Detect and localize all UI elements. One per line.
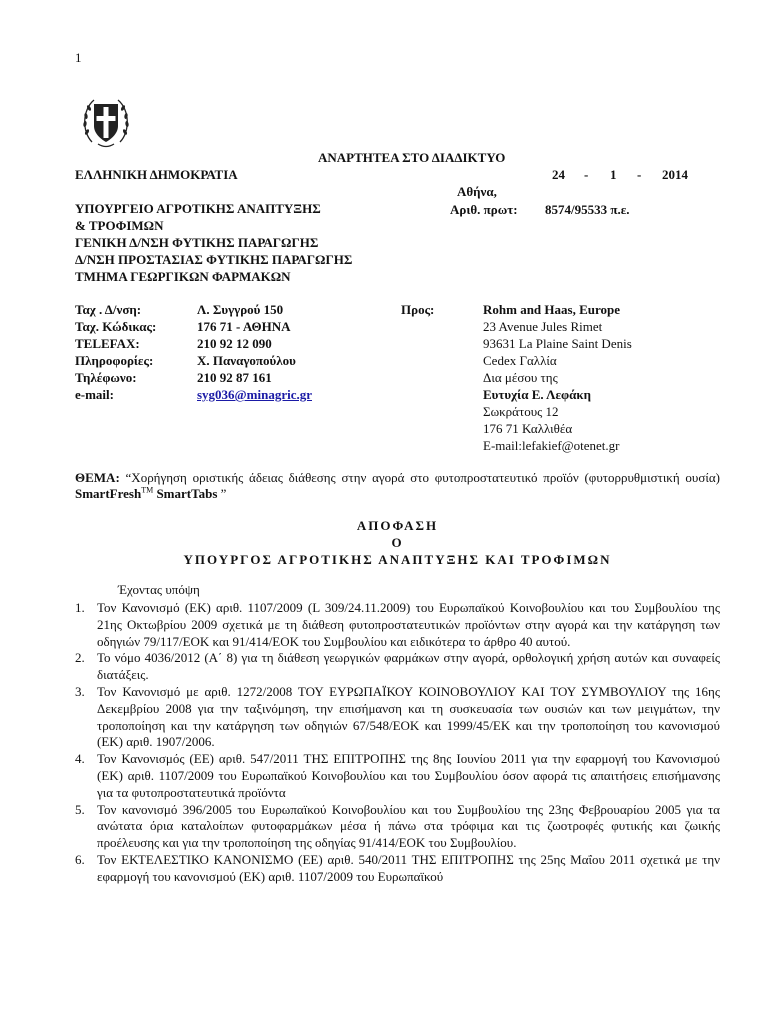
- decision-title: [75, 518, 720, 569]
- contact-row: [75, 387, 402, 404]
- item-number: 4.: [75, 751, 85, 767]
- subject-close-quote: ”: [220, 486, 227, 501]
- contact-value: 210 92 87 161: [197, 370, 272, 385]
- contact-row: [75, 319, 402, 336]
- authority-line: ΤΜΗΜΑ ΓΕΩΡΓΙΚΩΝ ΦΑΡΜΑΚΩΝ: [75, 269, 291, 284]
- trademark-sup: TM: [141, 485, 154, 495]
- item-text: Τον ΕΚΤΕΛΕΣΤΙΚΟ ΚΑΝΟΝΙΣΜΟ (ΕΕ) αριθ. 540/2011 ΤΗΣ ΕΠΙΤΡΟΠΗΣ της 25ης Μαΐου 2011 σχετικά με την εφαρμογή του κανονισμού (ΕΚ) αριθ. 1107/2009 του Ευρωπαϊκού: [97, 851, 720, 884]
- authority-line: & ΤΡΟΦΙΜΩΝ: [75, 218, 164, 233]
- contact-label: TELEFAX:: [75, 336, 140, 351]
- contact-label: e-mail:: [75, 387, 114, 402]
- authority-line: ΓΕΝΙΚΗ Δ/ΝΣΗ ΦΥΤΙΚΗΣ ΠΑΡΑΓΩΓΗΣ: [75, 235, 319, 250]
- list-item: [75, 751, 720, 801]
- authority-line: ΥΠΟΥΡΓΕΙΟ ΑΓΡΟΤΙΚΗΣ ΑΝΑΠΤΥΞΗΣ: [75, 201, 321, 216]
- decision-heading: Ο: [391, 535, 404, 550]
- contact-value: 210 92 12 090: [197, 336, 272, 351]
- product-name-2: SmartTabs: [156, 486, 218, 501]
- item-number: 2.: [75, 650, 85, 666]
- contact-row: [75, 336, 402, 353]
- contact-label: Τηλέφωνο:: [75, 370, 137, 385]
- decision-heading: ΥΠΟΥΡΓΟΣ ΑΓΡΟΤΙΚΗΣ ΑΝΑΠΤΥΞΗΣ ΚΑΙ ΤΡΟΦΙΜΩΝ: [183, 552, 612, 567]
- recipient-line: 23 Avenue Jules Rimet: [483, 319, 603, 334]
- item-number: 6.: [75, 851, 85, 867]
- subject-text: “Χορήγηση οριστικής άδειας διάθεσης στην αγορά στο φυτοπροστατευτικό προϊόν (φυτορρυθμιστική ουσία): [125, 470, 720, 485]
- item-text: Τον Κανονισμό με αριθ. 1272/2008 ΤΟΥ ΕΥΡΩΠΑΪΚΟΥ ΚΟΙΝΟΒΟΥΛΙΟΥ ΚΑΙ ΤΟΥ ΣΥΜΒΟΥΛΙΟΥ της 16ης Δεκεμβρίου 2008 για την ταξινόμηση, την επισήμανση και τη συσκευασία των ουσιών και των μειγμάτων, την τροποποίηση και την κατάργηση των οδηγιών 67/548/ΕΟΚ και 1999/45/ΕΚ και την τροποποίηση του κανονισμού (ΕΚ) αριθ. 1907/2006.: [97, 683, 720, 750]
- authority-line: ΕΛΛΗΝΙΚΗ ΔΗΜΟΚΡΑΤΙΑ: [75, 167, 238, 182]
- subject-label: ΘΕΜΑ:: [75, 470, 120, 485]
- decision-heading: ΑΠΟΦΑΣΗ: [356, 518, 439, 533]
- list-item: [75, 802, 720, 852]
- city: Αθήνα,: [457, 184, 497, 199]
- contact-label: Ταχ. Κώδικας:: [75, 319, 157, 334]
- item-number: 3.: [75, 683, 85, 699]
- contact-value: Χ. Παναγοπούλου: [197, 353, 296, 368]
- considering-intro: Έχοντας υπόψη: [118, 582, 200, 597]
- product-name: SmartFresh: [75, 486, 142, 501]
- recipient-line: Σωκράτους 12: [483, 404, 559, 419]
- recipient-line: Cedex Γαλλία: [483, 353, 557, 368]
- authority-line: [75, 184, 352, 201]
- subject: [75, 470, 720, 502]
- recipient-line: Δια μέσου της: [483, 370, 558, 385]
- list-item: [75, 600, 720, 650]
- date-day: 24: [552, 167, 565, 182]
- authority-line: Δ/ΝΣΗ ΠΡΟΣΤΑΣΙΑΣ ΦΥΤΙΚΗΣ ΠΑΡΑΓΩΓΗΣ: [75, 252, 353, 267]
- item-text: Τον κανονισμό 396/2005 του Ευρωπαϊκού Κοινοβουλίου και του Συμβουλίου της 23ης Φεβρουαρίου 2005 για τα ανώτατα όρια καταλοίπων φυτοφαρμάκων μέσα ή πάνω στα τρόφιμα και τις ζωοτροφές φυτικής και ζωικής προέλευσης και για την τροποποίηση της οδηγίας 91/414/ΕΟΚ του Συμβουλίου.: [97, 801, 720, 851]
- contact-label: Πληροφορίες:: [75, 353, 154, 368]
- contact-value: 176 71 - ΑΘΗΝΑ: [197, 319, 291, 334]
- contact-value: Λ. Συγγρού 150: [197, 302, 284, 317]
- list-item: [75, 852, 720, 886]
- date-separator: -: [637, 167, 642, 182]
- contact-label: Ταχ . Δ/νση:: [75, 302, 142, 317]
- date-month: 1: [610, 167, 617, 182]
- recipient-line: Rohm and Haas, Europe: [483, 302, 621, 317]
- email-link[interactable]: syg036@minagric.gr: [197, 387, 312, 402]
- recipient-line: 176 71 Καλλιθέα: [483, 421, 573, 436]
- date-year: 2014: [662, 167, 688, 182]
- considerations-list: [75, 600, 720, 886]
- recipient-line: Ευτυχία Ε. Λεφάκη: [483, 387, 591, 402]
- list-item: [75, 650, 720, 684]
- contact-row: [75, 302, 402, 319]
- issuing-authority: [75, 167, 352, 286]
- recipient-line: E-mail:lefakief@otenet.gr: [483, 438, 620, 453]
- page-number: 1: [75, 50, 82, 65]
- item-text: Το νόμο 4036/2012 (Α΄ 8) για τη διάθεση γεωργικών φαρμάκων στην αγορά, ορθολογική χρήση αυτών και συναφείς διατάξεις.: [97, 650, 720, 683]
- recipient-line: 93631 La Plaine Saint Denis: [483, 336, 632, 351]
- contact-row: [75, 370, 402, 387]
- item-number: 5.: [75, 801, 85, 817]
- protocol-number: 8574/95533 π.ε.: [545, 202, 630, 217]
- contact-row: [75, 353, 402, 370]
- item-text: Τον Κανονισμός (ΕΕ) αριθ. 547/2011 ΤΗΣ ΕΠΙΤΡΟΠΗΣ της 8ης Ιουνίου 2011 για την εφαρμογή του Κανονισμού (ΕΚ) αριθ. 1107/2009 του Ευρωπαϊκού Κοινοβουλίου και του Συμβουλίου όσον αφορά τις απαιτήσεις επισήμανσης για τα φυτοπροστατευτικά προϊόντα: [97, 751, 720, 800]
- item-number: 1.: [75, 600, 85, 615]
- date-separator: -: [584, 167, 589, 182]
- posting-notice: ΑΝΑΡΤΗΤΕΑ ΣΤΟ ΔΙΑΔΙΚΤΥΟ: [318, 150, 506, 165]
- contact-details: [75, 302, 402, 404]
- greek-coat-of-arms-icon: [78, 92, 134, 150]
- item-text: Τον Κανονισμό (ΕΚ) αριθ. 1107/2009 (L 309/24.11.2009) του Ευρωπαϊκού Κοινοβουλίου και του Συμβουλίου της 21ης Οκτωβρίου 2009 σχετικά με τη διάθεση φυτοπροστατευτικών προϊόντων στην αγορά και την κατάργηση των οδηγιών 79/117/ΕΟΚ και 91/414/ΕΟΚ του Συμβουλίου και ειδικότερα το άρθρο 40 αυτού.: [97, 600, 720, 649]
- protocol-label: Αριθ. πρωτ:: [450, 202, 518, 217]
- list-item: [75, 684, 720, 751]
- recipient-label: Προς:: [401, 302, 435, 317]
